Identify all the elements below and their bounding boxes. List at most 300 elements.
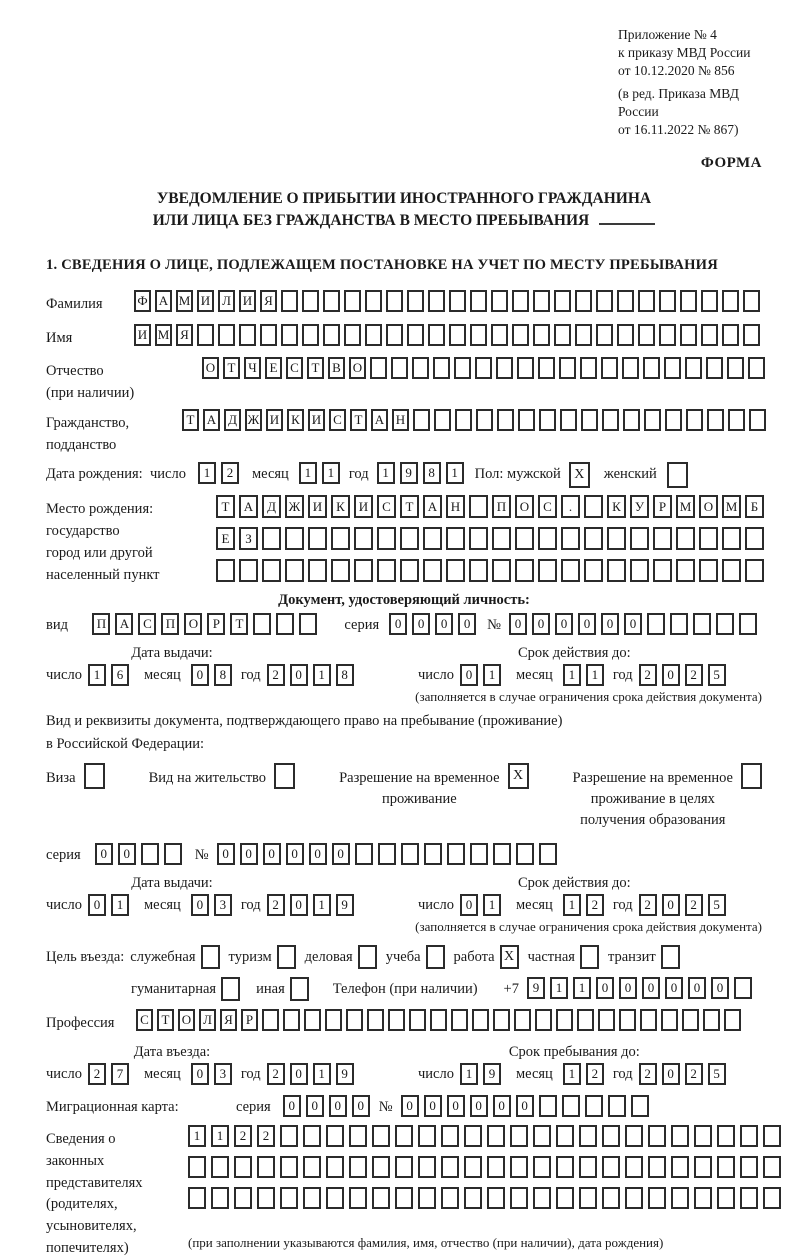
char-box[interactable] (492, 527, 511, 550)
char-box[interactable] (446, 559, 465, 582)
char-box[interactable] (492, 559, 511, 582)
char-box[interactable] (211, 1187, 229, 1209)
char-box[interactable]: В (328, 357, 345, 379)
char-box[interactable]: 2 (586, 1063, 604, 1085)
char-box[interactable]: X (508, 763, 529, 789)
char-box[interactable] (400, 527, 419, 550)
char-box[interactable] (703, 1009, 720, 1031)
char-box[interactable]: . (561, 495, 580, 518)
char-box[interactable] (491, 324, 508, 346)
char-box[interactable]: 0 (460, 664, 478, 686)
char-box[interactable] (423, 527, 442, 550)
char-box[interactable]: 0 (578, 613, 596, 635)
char-box[interactable]: 1 (299, 462, 317, 484)
char-box[interactable] (188, 1156, 206, 1178)
char-box[interactable]: 1 (563, 664, 581, 686)
char-box[interactable]: Т (400, 495, 419, 518)
char-box[interactable]: З (239, 527, 258, 550)
char-box[interactable] (418, 1187, 436, 1209)
char-box[interactable]: С (329, 409, 346, 431)
char-box[interactable] (739, 613, 757, 635)
char-box[interactable] (475, 357, 492, 379)
char-box[interactable]: 9 (336, 894, 354, 916)
char-box[interactable]: 0 (191, 1063, 209, 1085)
char-box[interactable] (575, 324, 592, 346)
char-box[interactable] (441, 1156, 459, 1178)
char-box[interactable]: 0 (435, 613, 453, 635)
char-box[interactable] (716, 613, 734, 635)
char-box[interactable] (743, 290, 760, 312)
char-box[interactable] (631, 1095, 649, 1117)
char-box[interactable] (653, 559, 672, 582)
char-box[interactable] (763, 1125, 781, 1147)
char-box[interactable]: К (287, 409, 304, 431)
char-box[interactable] (386, 290, 403, 312)
char-box[interactable]: 0 (619, 977, 637, 999)
char-box[interactable] (493, 843, 511, 865)
char-box[interactable] (451, 1009, 468, 1031)
char-box[interactable] (701, 324, 718, 346)
char-box[interactable] (280, 1187, 298, 1209)
char-box[interactable] (694, 1125, 712, 1147)
char-box[interactable] (164, 843, 182, 865)
char-box[interactable] (426, 945, 445, 969)
char-box[interactable] (349, 1125, 367, 1147)
char-box[interactable] (395, 1156, 413, 1178)
char-box[interactable] (234, 1156, 252, 1178)
char-box[interactable] (469, 495, 488, 518)
char-box[interactable]: Я (176, 324, 193, 346)
char-box[interactable]: 0 (286, 843, 304, 865)
char-box[interactable]: 3 (214, 1063, 232, 1085)
char-box[interactable] (533, 324, 550, 346)
char-box[interactable]: 0 (516, 1095, 534, 1117)
char-box[interactable]: 2 (685, 664, 703, 686)
char-box[interactable]: 0 (688, 977, 706, 999)
char-box[interactable]: Е (216, 527, 235, 550)
char-box[interactable] (671, 1156, 689, 1178)
char-box[interactable]: 0 (662, 1063, 680, 1085)
char-box[interactable] (386, 324, 403, 346)
char-box[interactable]: 0 (352, 1095, 370, 1117)
char-box[interactable]: О (699, 495, 718, 518)
char-box[interactable]: 1 (313, 1063, 331, 1085)
char-box[interactable] (515, 527, 534, 550)
char-box[interactable] (418, 1125, 436, 1147)
char-box[interactable] (533, 1125, 551, 1147)
char-box[interactable] (701, 290, 718, 312)
char-box[interactable]: Л (218, 290, 235, 312)
char-box[interactable] (218, 324, 235, 346)
char-box[interactable]: И (239, 290, 256, 312)
char-box[interactable]: 1 (377, 462, 395, 484)
char-box[interactable]: Т (350, 409, 367, 431)
char-box[interactable] (559, 357, 576, 379)
char-box[interactable]: Ж (245, 409, 262, 431)
char-box[interactable] (539, 843, 557, 865)
char-box[interactable]: 9 (483, 1063, 501, 1085)
char-box[interactable] (449, 290, 466, 312)
char-box[interactable] (510, 1156, 528, 1178)
char-box[interactable] (257, 1156, 275, 1178)
char-box[interactable] (354, 559, 373, 582)
char-box[interactable] (602, 1187, 620, 1209)
char-box[interactable] (308, 527, 327, 550)
char-box[interactable]: 0 (412, 613, 430, 635)
char-box[interactable]: 0 (290, 664, 308, 686)
char-box[interactable]: Д (224, 409, 241, 431)
char-box[interactable] (497, 409, 514, 431)
char-box[interactable]: С (286, 357, 303, 379)
char-box[interactable] (706, 357, 723, 379)
char-box[interactable]: 1 (322, 462, 340, 484)
char-box[interactable]: 5 (708, 664, 726, 686)
char-box[interactable] (476, 409, 493, 431)
char-box[interactable]: 0 (662, 894, 680, 916)
char-box[interactable] (580, 945, 599, 969)
char-box[interactable] (349, 1156, 367, 1178)
char-box[interactable]: О (515, 495, 534, 518)
char-box[interactable]: 0 (624, 613, 642, 635)
char-box[interactable] (728, 409, 745, 431)
char-box[interactable] (625, 1156, 643, 1178)
char-box[interactable]: И (197, 290, 214, 312)
char-box[interactable] (260, 324, 277, 346)
char-box[interactable] (722, 559, 741, 582)
char-box[interactable] (653, 527, 672, 550)
char-box[interactable] (407, 290, 424, 312)
char-box[interactable]: И (354, 495, 373, 518)
char-box[interactable] (413, 409, 430, 431)
char-box[interactable] (346, 1009, 363, 1031)
char-box[interactable] (391, 357, 408, 379)
char-box[interactable] (596, 290, 613, 312)
char-box[interactable] (400, 559, 419, 582)
char-box[interactable] (741, 763, 762, 789)
char-box[interactable] (622, 357, 639, 379)
char-box[interactable] (734, 977, 752, 999)
char-box[interactable]: 2 (639, 1063, 657, 1085)
char-box[interactable] (308, 559, 327, 582)
char-box[interactable] (680, 324, 697, 346)
char-box[interactable] (686, 409, 703, 431)
char-box[interactable] (740, 1125, 758, 1147)
char-box[interactable] (372, 1187, 390, 1209)
char-box[interactable]: Т (157, 1009, 174, 1031)
char-box[interactable]: 3 (214, 894, 232, 916)
char-box[interactable] (331, 559, 350, 582)
char-box[interactable] (745, 559, 764, 582)
char-box[interactable]: И (308, 409, 325, 431)
char-box[interactable]: 1 (460, 1063, 478, 1085)
char-box[interactable] (303, 1156, 321, 1178)
char-box[interactable] (388, 1009, 405, 1031)
char-box[interactable] (533, 1156, 551, 1178)
char-box[interactable]: 1 (573, 977, 591, 999)
char-box[interactable] (561, 527, 580, 550)
char-box[interactable]: 1 (198, 462, 216, 484)
char-box[interactable]: 0 (601, 613, 619, 635)
char-box[interactable] (699, 527, 718, 550)
char-box[interactable] (221, 977, 240, 1001)
char-box[interactable]: 0 (389, 613, 407, 635)
char-box[interactable] (344, 324, 361, 346)
char-box[interactable]: X (569, 462, 590, 488)
char-box[interactable] (428, 290, 445, 312)
char-box[interactable]: А (371, 409, 388, 431)
char-box[interactable] (464, 1125, 482, 1147)
char-box[interactable]: А (155, 290, 172, 312)
char-box[interactable] (539, 409, 556, 431)
char-box[interactable] (607, 559, 626, 582)
char-box[interactable]: 6 (111, 664, 129, 686)
char-box[interactable]: 2 (639, 664, 657, 686)
char-box[interactable] (623, 409, 640, 431)
char-box[interactable]: И (134, 324, 151, 346)
char-box[interactable]: Р (207, 613, 225, 635)
char-box[interactable] (644, 409, 661, 431)
char-box[interactable]: 1 (211, 1125, 229, 1147)
char-box[interactable] (585, 1095, 603, 1117)
char-box[interactable] (556, 1187, 574, 1209)
char-box[interactable] (617, 290, 634, 312)
char-box[interactable] (331, 527, 350, 550)
char-box[interactable] (424, 843, 442, 865)
char-box[interactable]: 5 (708, 1063, 726, 1085)
char-box[interactable] (216, 559, 235, 582)
char-box[interactable]: И (308, 495, 327, 518)
char-box[interactable] (560, 409, 577, 431)
char-box[interactable] (428, 324, 445, 346)
char-box[interactable] (262, 1009, 279, 1031)
char-box[interactable] (676, 527, 695, 550)
char-box[interactable] (239, 559, 258, 582)
char-box[interactable] (423, 559, 442, 582)
char-box[interactable]: 1 (483, 664, 501, 686)
char-box[interactable] (717, 1125, 735, 1147)
char-box[interactable] (717, 1187, 735, 1209)
char-box[interactable]: М (676, 495, 695, 518)
char-box[interactable] (496, 357, 513, 379)
char-box[interactable] (680, 290, 697, 312)
char-box[interactable] (449, 324, 466, 346)
char-box[interactable] (538, 527, 557, 550)
char-box[interactable]: П (92, 613, 110, 635)
char-box[interactable]: 1 (188, 1125, 206, 1147)
char-box[interactable] (538, 357, 555, 379)
char-box[interactable] (344, 290, 361, 312)
char-box[interactable] (197, 324, 214, 346)
char-box[interactable] (290, 977, 309, 1001)
char-box[interactable] (717, 1156, 735, 1178)
char-box[interactable] (661, 1009, 678, 1031)
char-box[interactable] (487, 1187, 505, 1209)
char-box[interactable] (262, 527, 281, 550)
char-box[interactable] (303, 1125, 321, 1147)
char-box[interactable]: 0 (711, 977, 729, 999)
char-box[interactable]: М (722, 495, 741, 518)
char-box[interactable] (581, 409, 598, 431)
char-box[interactable]: 0 (662, 664, 680, 686)
char-box[interactable]: О (184, 613, 202, 635)
char-box[interactable] (302, 324, 319, 346)
char-box[interactable]: О (202, 357, 219, 379)
char-box[interactable] (694, 1156, 712, 1178)
char-box[interactable] (326, 1187, 344, 1209)
char-box[interactable]: 0 (263, 843, 281, 865)
char-box[interactable] (401, 843, 419, 865)
char-box[interactable] (584, 495, 603, 518)
char-box[interactable]: 5 (708, 894, 726, 916)
char-box[interactable] (323, 290, 340, 312)
char-box[interactable]: 2 (685, 894, 703, 916)
char-box[interactable] (433, 357, 450, 379)
char-box[interactable]: 0 (424, 1095, 442, 1117)
char-box[interactable] (539, 1095, 557, 1117)
char-box[interactable]: 9 (527, 977, 545, 999)
char-box[interactable] (274, 763, 295, 789)
char-box[interactable]: 0 (306, 1095, 324, 1117)
char-box[interactable]: 0 (191, 664, 209, 686)
char-box[interactable] (358, 945, 377, 969)
char-box[interactable] (533, 290, 550, 312)
char-box[interactable]: Ж (285, 495, 304, 518)
char-box[interactable]: Т (182, 409, 199, 431)
char-box[interactable]: Я (220, 1009, 237, 1031)
char-box[interactable] (470, 843, 488, 865)
char-box[interactable] (211, 1156, 229, 1178)
char-box[interactable] (561, 559, 580, 582)
char-box[interactable] (302, 290, 319, 312)
char-box[interactable]: 1 (563, 1063, 581, 1085)
char-box[interactable] (469, 527, 488, 550)
char-box[interactable] (579, 1187, 597, 1209)
char-box[interactable]: 1 (88, 664, 106, 686)
char-box[interactable] (430, 1009, 447, 1031)
char-box[interactable] (517, 357, 534, 379)
char-box[interactable] (556, 1156, 574, 1178)
char-box[interactable] (441, 1187, 459, 1209)
char-box[interactable]: С (136, 1009, 153, 1031)
char-box[interactable]: А (423, 495, 442, 518)
char-box[interactable] (472, 1009, 489, 1031)
char-box[interactable] (722, 324, 739, 346)
char-box[interactable]: 0 (509, 613, 527, 635)
char-box[interactable] (510, 1187, 528, 1209)
char-box[interactable] (554, 290, 571, 312)
char-box[interactable] (579, 1125, 597, 1147)
char-box[interactable] (491, 290, 508, 312)
char-box[interactable] (630, 527, 649, 550)
char-box[interactable] (584, 527, 603, 550)
char-box[interactable] (685, 357, 702, 379)
char-box[interactable] (664, 357, 681, 379)
char-box[interactable]: 2 (267, 894, 285, 916)
char-box[interactable]: С (377, 495, 396, 518)
char-box[interactable] (409, 1009, 426, 1031)
char-box[interactable] (601, 357, 618, 379)
char-box[interactable] (763, 1187, 781, 1209)
char-box[interactable]: Н (392, 409, 409, 431)
char-box[interactable] (285, 559, 304, 582)
char-box[interactable] (575, 290, 592, 312)
char-box[interactable] (201, 945, 220, 969)
char-box[interactable] (661, 945, 680, 969)
char-box[interactable]: 0 (283, 1095, 301, 1117)
char-box[interactable] (487, 1125, 505, 1147)
char-box[interactable] (643, 357, 660, 379)
char-box[interactable]: 8 (423, 462, 441, 484)
char-box[interactable]: 9 (336, 1063, 354, 1085)
char-box[interactable] (556, 1009, 573, 1031)
char-box[interactable] (188, 1187, 206, 1209)
char-box[interactable]: К (607, 495, 626, 518)
char-box[interactable]: 0 (329, 1095, 347, 1117)
char-box[interactable]: Т (230, 613, 248, 635)
char-box[interactable] (262, 559, 281, 582)
char-box[interactable]: 0 (88, 894, 106, 916)
char-box[interactable] (562, 1095, 580, 1117)
char-box[interactable] (722, 290, 739, 312)
char-box[interactable] (234, 1187, 252, 1209)
char-box[interactable]: 1 (550, 977, 568, 999)
char-box[interactable] (441, 1125, 459, 1147)
char-box[interactable] (596, 324, 613, 346)
char-box[interactable] (377, 527, 396, 550)
char-box[interactable]: 1 (313, 664, 331, 686)
char-box[interactable]: 7 (111, 1063, 129, 1085)
char-box[interactable]: Т (307, 357, 324, 379)
char-box[interactable] (676, 559, 695, 582)
char-box[interactable]: К (331, 495, 350, 518)
char-box[interactable]: 1 (313, 894, 331, 916)
char-box[interactable]: Т (223, 357, 240, 379)
char-box[interactable]: Н (446, 495, 465, 518)
char-box[interactable]: X (500, 945, 519, 969)
char-box[interactable] (370, 357, 387, 379)
char-box[interactable] (326, 1125, 344, 1147)
char-box[interactable] (722, 527, 741, 550)
char-box[interactable]: И (266, 409, 283, 431)
char-box[interactable] (299, 613, 317, 635)
char-box[interactable] (625, 1125, 643, 1147)
char-box[interactable] (694, 1187, 712, 1209)
char-box[interactable] (276, 613, 294, 635)
char-box[interactable] (648, 1187, 666, 1209)
char-box[interactable] (365, 290, 382, 312)
char-box[interactable] (763, 1156, 781, 1178)
char-box[interactable]: 2 (234, 1125, 252, 1147)
char-box[interactable] (455, 409, 472, 431)
char-box[interactable] (365, 324, 382, 346)
char-box[interactable] (625, 1187, 643, 1209)
char-box[interactable] (727, 357, 744, 379)
char-box[interactable] (280, 1156, 298, 1178)
char-box[interactable] (659, 290, 676, 312)
char-box[interactable] (354, 527, 373, 550)
char-box[interactable] (598, 1009, 615, 1031)
char-box[interactable] (512, 324, 529, 346)
char-box[interactable] (487, 1156, 505, 1178)
char-box[interactable] (304, 1009, 321, 1031)
char-box[interactable] (412, 357, 429, 379)
char-box[interactable]: 2 (639, 894, 657, 916)
char-box[interactable] (514, 1009, 531, 1031)
char-box[interactable] (378, 843, 396, 865)
char-box[interactable] (671, 1187, 689, 1209)
char-box[interactable]: 0 (290, 1063, 308, 1085)
char-box[interactable]: 0 (665, 977, 683, 999)
